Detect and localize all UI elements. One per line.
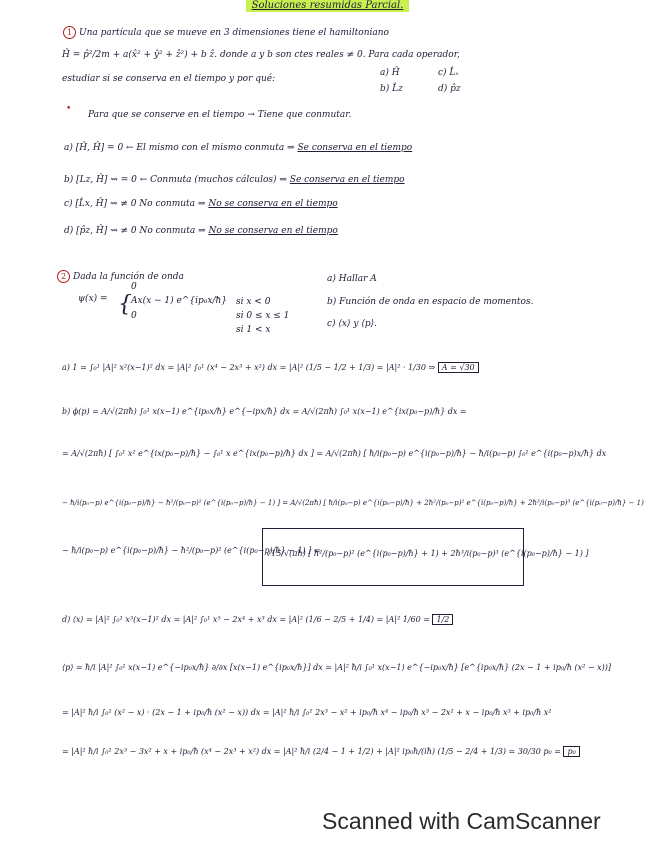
problem2-intro	[57, 270, 184, 283]
psi-case1-cond: si x < 0	[236, 297, 271, 307]
bullet-icon: •	[66, 104, 72, 114]
problem1-answer-c	[64, 198, 338, 210]
problem1-statement-line3: estudiar si se conserva en el tiempo y por qué:	[62, 74, 276, 84]
answer-c-result: No se conserva en el tiempo	[208, 199, 338, 209]
solution-b-line2: = A/√(2πħ) [ ∫₀¹ x² e^{ix(p₀−p)/ħ} − ∫₀¹ x e^{ix(p₀−p)/ħ} dx ] = A/√(2πħ) [ ħ/i(p₀−p) e^{i(p₀−p)/ħ} − ħ/i(p₀−p) ∫₀¹ e^{i(p₀−p)x/ħ} dx	[62, 449, 607, 458]
psi-case2-expr: Ax(x − 1) e^{ip₀x/ħ}	[131, 296, 227, 306]
problem1-option-c: c) L̂ₓ	[438, 68, 459, 78]
solution-b-line1: b) ϕ(p) = A/√(2πħ) ∫₀¹ x(x−1) e^{ip₀x/ħ} e^{−ipx/ħ} dx = A/√(2πħ) ∫₀¹ x(x−1) e^{ix(p₀−p)/ħ} dx =	[62, 407, 467, 416]
problem1-option-b: b) L̂z	[380, 84, 403, 94]
page-title	[0, 0, 655, 11]
solution-p-line2: = |A|² ħ/i ∫₀¹ (x² − x) · (2x − 1 + ip₀/ħ (x² − x)) dx = |A|² ħ/i ∫₀¹ 2x³ − x² + ip₀/ħ x⁴ − ip₀/ħ x³ − 2x² + x − ip₀/ħ x³ + ip₀/ħ x²	[62, 708, 552, 717]
solution-b-line4: − ħ/i(p₀−p) e^{i(p₀−p)/ħ} − ħ²/(p₀−p)² (e^{i(p₀−p)/ħ} − 1) ] =	[62, 546, 321, 555]
solution-d-text: d) ⟨x⟩ = |A|² ∫₀¹ x³(x−1)² dx = |A|² ∫₀¹ x⁵ − 2x⁴ + x³ dx = |A|² (1/6 − 2/5 + 1/4) = |A|² 1/60 =	[62, 615, 430, 624]
solution-p-line3	[62, 746, 580, 758]
problem1-answer-a	[64, 142, 412, 154]
answer-b-lhs: b) [Lz, Ĥ] ⇝ = 0 ← Conmuta (muchos cálculos) ⇒	[64, 175, 287, 185]
camscanner-watermark: Scanned with CamScanner	[322, 808, 601, 834]
problem2-task-a: a) Hallar A	[327, 274, 377, 284]
psi-label: ψ(x) =	[78, 294, 108, 304]
answer-a-result: Se conserva en el tiempo	[297, 143, 413, 153]
solution-b-result: √15/√(πħ) [ ħ²/(p₀−p)² (e^{i(p₀−p)/ħ} + 1) + 2ħ³/i(p₀−p)³ (e^{i(p₀−p)/ħ} − 1) ]	[266, 549, 589, 558]
answer-a-lhs: a) [Ĥ, Ĥ] = 0 ← El mismo con el mismo conmuta ⇒	[64, 143, 295, 153]
answer-c-lhs: c) [L̂x, Ĥ] ⇝ ≠ 0 No conmuta ⇒	[64, 199, 206, 209]
solution-p-result: p₀	[563, 746, 579, 757]
solution-d-result: 1/2	[432, 614, 453, 625]
problem2-task-c: c) ⟨x⟩ y ⟨p⟩.	[327, 319, 377, 329]
solution-b-line3: − ħ/i(p₀−p) e^{i(p₀−p)/ħ} − ħ²/(p₀−p)² (e^{i(p₀−p)/ħ} − 1) ] = A/√(2πħ) [ ħ/i(p₀−p) e^{i(p₀−p)/ħ} + 2ħ²/(p₀−p)² e^{i(p₀−p)/ħ} + 2ħ³/i(p₀−p)³ (e^{i(p₀−p)/ħ} − 1)	[62, 499, 644, 507]
problem2-task-b: b) Función de onda en espacio de momentos.	[327, 297, 534, 307]
psi-case1-expr: 0	[131, 282, 137, 292]
problem2-intro-text: Dada la función de onda	[73, 272, 184, 282]
problem1-statement-line2: Ĥ = p̂²/2m + a(x̂² + ŷ² + ẑ²) + b ẑ. donde a y b son ctes reales ≠ 0. Para cada operador,	[62, 50, 460, 60]
solution-p-line1: ⟨p⟩ = ħ/i |A|² ∫₀¹ x(x−1) e^{−ip₀x/ħ} ∂/∂x [x(x−1) e^{ip₀x/ħ}] dx = |A|² ħ/i ∫₀¹ x(x−1) e^{−ip₀x/ħ} [e^{ip₀x/ħ} (2x − 1 + ip₀/ħ (x² − x))]	[62, 663, 611, 672]
problem1-statement-line1	[63, 26, 389, 39]
problem1-number: 1	[63, 26, 76, 39]
problem1-option-d: d) p̂z	[438, 84, 461, 94]
problem1-statement-text: Una partícula que se mueve en 3 dimensiones tiene el hamiltoniano	[79, 28, 389, 38]
problem1-note: Para que se conserve en el tiempo → Tiene que conmutar.	[88, 110, 352, 120]
problem2-number: 2	[57, 270, 70, 283]
solution-a-text: a) 1 = ∫₀¹ |A|² x²(x−1)² dx = |A|² ∫₀¹ (x⁴ − 2x³ + x²) dx = |A|² (1/5 − 1/2 + 1/3) = |A|² · 1/30 ⇒	[62, 363, 436, 372]
problem1-answer-d	[64, 225, 338, 237]
problem1-answer-b	[64, 174, 405, 186]
solution-d	[62, 614, 453, 626]
problem1-option-a: a) Ĥ	[380, 68, 400, 78]
answer-b-result: Se conserva en el tiempo	[289, 175, 405, 185]
solution-a-result: A = √30	[438, 362, 479, 373]
psi-case3-cond: si 1 < x	[236, 325, 271, 335]
psi-case2-cond: si 0 ≤ x ≤ 1	[236, 311, 290, 321]
answer-d-result: No se conserva en el tiempo	[208, 226, 338, 236]
solution-p-line3-text: = |A|² ħ/i ∫₀¹ 2x³ − 3x² + x + ip₀/ħ (x⁴ − 2x³ + x²) dx = |A|² ħ/i (2/4 − 1 + 1/2) + |A|² ip₀ħ/(iħ) (1/5 − 2/4 + 1/3) = 30/30 p₀ =	[62, 747, 561, 756]
answer-d-lhs: d) [p̂z, Ĥ] ⇝ ≠ 0 No conmuta ⇒	[64, 226, 206, 236]
solution-a	[62, 362, 479, 374]
psi-brace: {	[118, 292, 132, 317]
psi-case3-expr: 0	[131, 311, 137, 321]
page-title-text: Soluciones resumidas Parcial.	[246, 0, 410, 12]
